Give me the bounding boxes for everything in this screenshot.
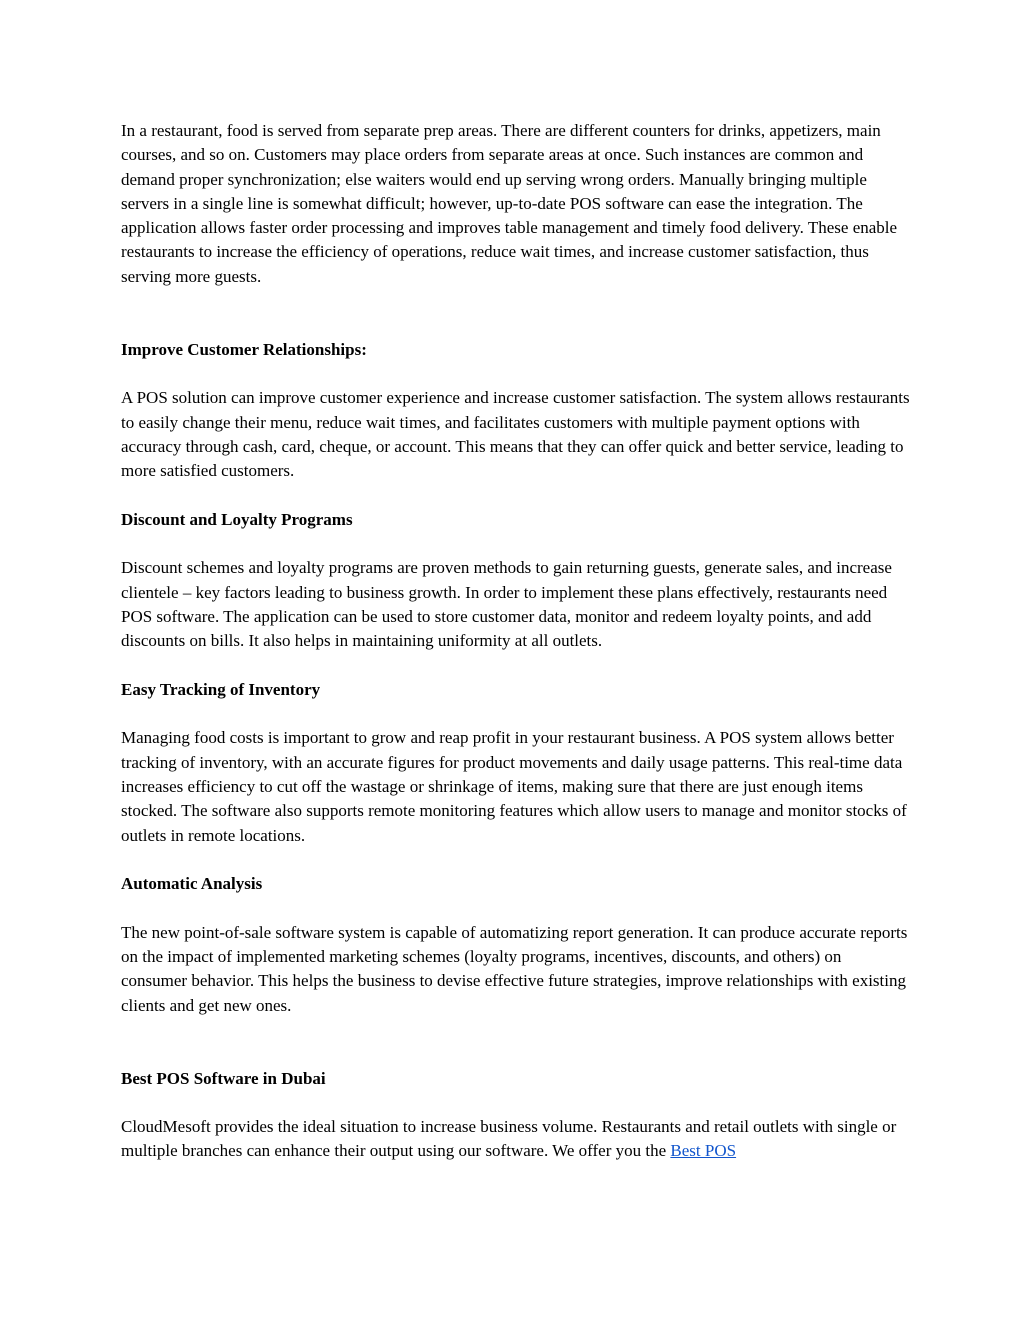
paragraph-improve-customer-relationships: A POS solution can improve customer experience and increase customer satisfaction. The system allows restaurants to easily change their menu, reduce wait times, and facilitates customers with multiple payment options with accuracy through cash, card, cheque, or account. This means that they can offer quick and better service, leading to more satisfied customers. bbox=[121, 388, 910, 481]
paragraph-best-pos-text: CloudMesoft provides the ideal situation to increase business volume. Restaurants and retail outlets with single or multiple branches can enhance their output using our software. We offer you the bbox=[121, 1117, 897, 1161]
best-pos-link[interactable]: Best POS bbox=[670, 1141, 737, 1161]
paragraph-easy-tracking-inventory: Managing food costs is important to grow and reap profit in your restaurant business. A POS system allows better tracking of inventory, with an accurate figures for product movements and daily usage patterns. This real-time data increases efficiency to cut off the wastage or shrinkage of items, making sure that there are just enough items stocked. The software also supports remote monitoring features which allow users to manage and monitor stocks of outlets in remote locations. bbox=[121, 728, 907, 845]
heading-improve-customer-relationships: Improve Customer Relationships: bbox=[121, 339, 367, 359]
heading-easy-tracking-inventory: Easy Tracking of Inventory bbox=[121, 679, 321, 699]
intro-paragraph: In a restaurant, food is served from separate prep areas. There are different counters for drinks, appetizers, main courses, and so on. Customers may place orders from separate areas at once. Such instances are common and demand proper synchronization; else waiters would end up serving wrong orders. Manually bringing multiple servers in a single line is somewhat difficult; however, up-to-date POS software can ease the integration. The application allows faster order processing and improves table management and timely food delivery. These enable restaurants to increase the efficiency of operations, reduce wait times, and increase customer satisfaction, thus serving more guests. bbox=[121, 121, 898, 286]
heading-discount-loyalty-programs: Discount and Loyalty Programs bbox=[121, 509, 353, 529]
paragraph-best-pos-software-dubai bbox=[121, 1115, 911, 1164]
document-page bbox=[121, 119, 911, 1188]
paragraph-automatic-analysis: The new point-of-sale software system is capable of automatizing report generation. It can produce accurate reports on the impact of implemented marketing schemes (loyalty programs, incentives, discounts, and others) on consumer behavior. This helps the business to devise effective future strategies, improve relationships with existing clients and get new ones. bbox=[121, 922, 908, 1015]
paragraph-discount-loyalty-programs: Discount schemes and loyalty programs are proven methods to gain returning guests, generate sales, and increase clientele – key factors leading to business growth. In order to implement these plans effectively, restaurants need POS software. The application can be used to store customer data, monitor and redeem loyalty points, and add discounts on bills. It also helps in maintaining uniformity at all outlets. bbox=[121, 558, 892, 651]
heading-best-pos-software-dubai: Best POS Software in Dubai bbox=[121, 1068, 326, 1088]
heading-automatic-analysis: Automatic Analysis bbox=[121, 874, 263, 894]
